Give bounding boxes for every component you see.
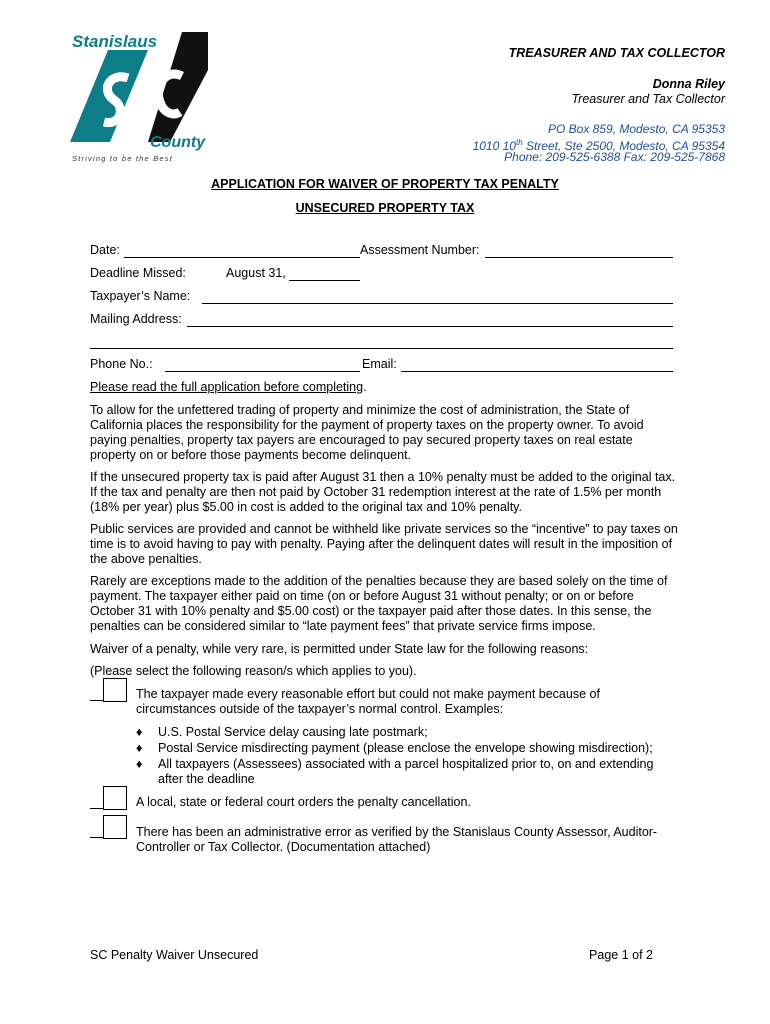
contact-row xyxy=(90,357,675,375)
deadline-value: August 31, xyxy=(226,266,286,280)
reason-2-text: A local, state or federal court orders the penalty cancellation. xyxy=(136,795,471,809)
taxpayer-row xyxy=(90,289,675,307)
deadline-row xyxy=(90,266,675,284)
logo-line1: Stanislaus xyxy=(72,32,158,51)
paragraph-4: Rarely are exceptions made to the addition of the penalties because they are based solely on the time of payment. The taxpayer either paid on time (on or before August 31 without penalty; or on or before October 31 with 10% penalty and $5.00 cost) or the taxpayer paid after those dates. In this sense, the penalties can be considered similar to “late payment fees” that private service firms impose. xyxy=(90,574,668,633)
footer-page-number: Page 1 of 2 xyxy=(589,948,653,962)
deadline-label: Deadline Missed: xyxy=(90,266,186,280)
reason-1-text: The taxpayer made every reasonable effort but could not make payment because of circumstances outside of the taxpayer’s normal control. Examples: xyxy=(136,687,600,716)
phone-label: Phone No.: xyxy=(90,357,153,371)
officer-name: Donna Riley xyxy=(652,77,725,91)
officer-title: Treasurer and Tax Collector xyxy=(571,92,725,106)
stanislaus-county-logo xyxy=(70,30,210,165)
logo-line2: County xyxy=(150,134,206,151)
read-notice: Please read the full application before completing. xyxy=(90,380,367,394)
phone-field[interactable] xyxy=(165,357,360,372)
page-subtitle: UNSECURED PROPERTY TAX xyxy=(295,201,475,215)
email-field[interactable] xyxy=(401,357,673,372)
paragraph-1: To allow for the unfettered trading of property and minimize the cost of administration, the State of California places the responsibility for the payment of property taxes on the property owner. To avoid paying penalties, property tax payers are encouraged to pay secured property taxes on real estate property on or before those payments become delinquent. xyxy=(90,403,644,462)
paragraph-6: (Please select the following reason/s which applies to you). xyxy=(90,664,417,678)
address-line-2: 1010 10th Street, Ste 2500, Modesto, CA 95354 xyxy=(472,138,725,153)
date-field[interactable] xyxy=(124,243,360,258)
date-label: Date: xyxy=(90,243,120,257)
mailing-row-2 xyxy=(90,334,675,352)
mailing-address-field-2[interactable] xyxy=(90,334,673,349)
mailing-address-label: Mailing Address: xyxy=(90,312,182,326)
bullet-icon: ♦ xyxy=(136,725,143,739)
taxpayer-name-label: Taxpayer’s Name: xyxy=(90,289,191,303)
date-row xyxy=(90,243,675,261)
assessment-number-field[interactable] xyxy=(485,243,673,258)
page-title: APPLICATION FOR WAIVER OF PROPERTY TAX PENALTY xyxy=(211,177,559,191)
paragraph-3: Public services are provided and cannot be withheld like private services so the “incentive” to pay taxes on time is to avoid having to pay with penalty. Paying after the delinquent dates will result in the imposition of the above penalties. xyxy=(90,522,678,566)
office-name: TREASURER AND TAX COLLECTOR xyxy=(508,46,725,60)
phone-fax-line: Phone: 209-525-6388 Fax: 209-525-7868 xyxy=(504,150,725,164)
logo-tagline: Striving to be the Best xyxy=(72,154,173,163)
footer-form-name: SC Penalty Waiver Unsecured xyxy=(90,948,259,962)
assessment-number-label: Assessment Number: xyxy=(360,243,480,257)
bullet-icon: ♦ xyxy=(136,757,143,771)
reason-2-checkbox[interactable] xyxy=(103,786,127,810)
mailing-address-field[interactable] xyxy=(187,312,673,327)
paragraph-5: Waiver of a penalty, while very rare, is permitted under State law for the following reasons: xyxy=(90,642,589,656)
reason-3-text: There has been an administrative error as verified by the Stanislaus County Assessor, Auditor-Controller or Tax Collector. (Documentation attached) xyxy=(136,825,658,854)
bullet-icon: ♦ xyxy=(136,741,143,755)
reason-3-checkbox[interactable] xyxy=(103,815,127,839)
mailing-row xyxy=(90,312,675,330)
reason-1-checkbox[interactable] xyxy=(103,678,127,702)
deadline-year-field[interactable] xyxy=(289,266,360,281)
address-line-1: PO Box 859, Modesto, CA 95353 xyxy=(548,122,725,136)
taxpayer-name-field[interactable] xyxy=(202,289,673,304)
paragraph-2: If the unsecured property tax is paid after August 31 then a 10% penalty must be added to the original tax. If the tax and penalty are then not paid by October 31 redemption interest at the rate of 1.5% per month (18% per year) plus $5.00 in cost is added to the original tax and 10% penalty. xyxy=(90,470,676,514)
email-label: Email: xyxy=(362,357,397,371)
